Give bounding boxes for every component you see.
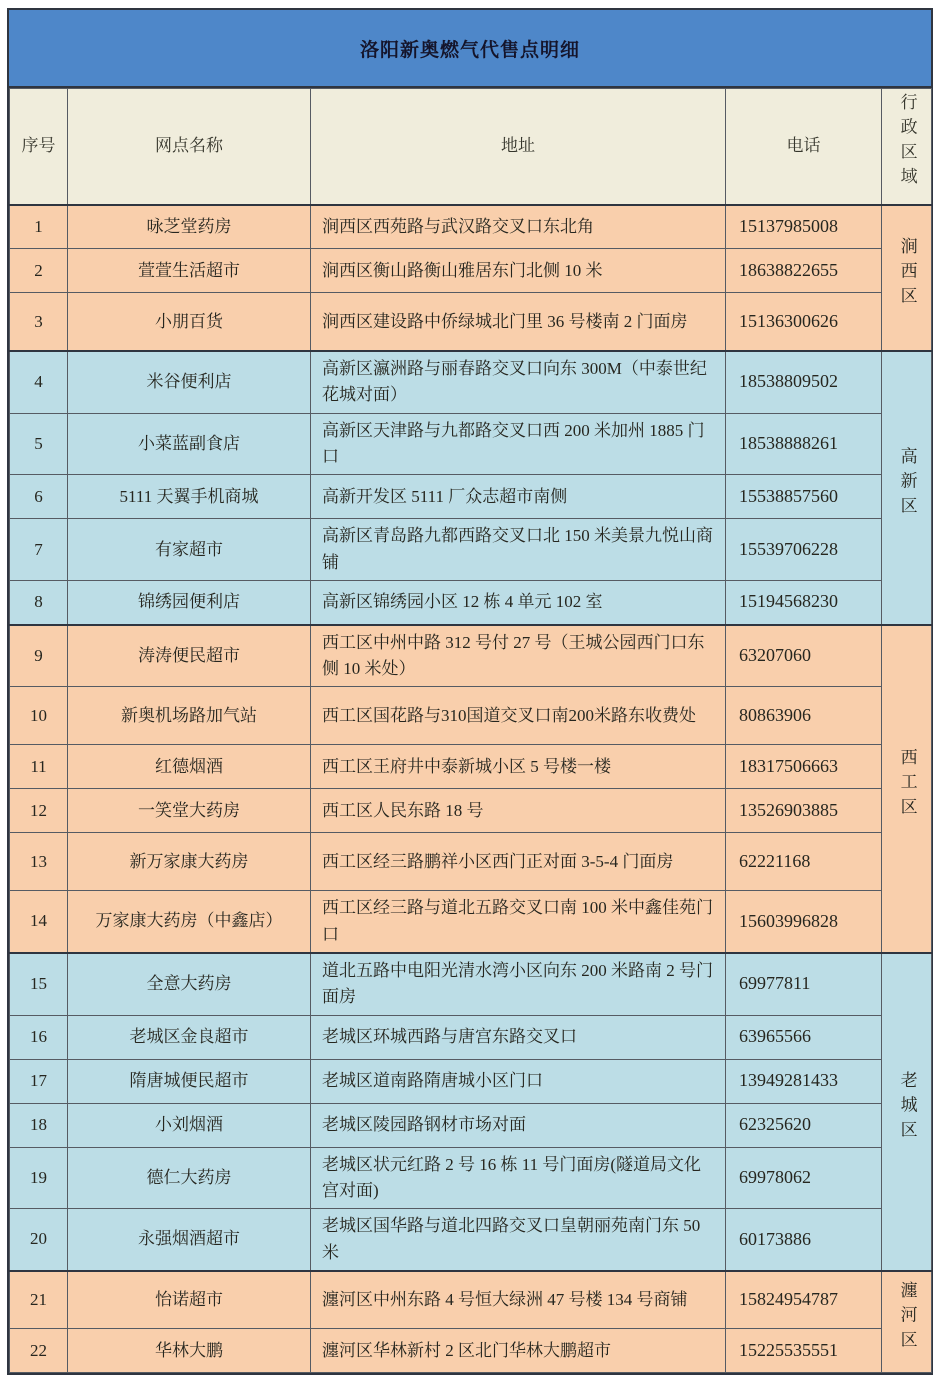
- table-row: [10, 953, 932, 1015]
- shop-name-cell: 全意大药房: [68, 953, 311, 1015]
- table-row: [10, 745, 932, 789]
- sales-points-table: [7, 8, 933, 1375]
- region-label: 老城区: [897, 1070, 917, 1145]
- row-index-cell: 18: [10, 1103, 68, 1147]
- region-cell: [882, 205, 932, 351]
- phone-cell: 15225535551: [726, 1329, 882, 1373]
- row-index-cell: 21: [10, 1271, 68, 1329]
- shop-name-cell: 5111 天翼手机商城: [68, 475, 311, 519]
- address-cell: 老城区陵园路钢材市场对面: [311, 1103, 726, 1147]
- phone-cell: 62325620: [726, 1103, 882, 1147]
- address-cell: 西工区经三路鹏祥小区西门正对面 3-5-4 门面房: [311, 833, 726, 891]
- row-index-cell: 7: [10, 519, 68, 581]
- address-cell: 西工区王府井中泰新城小区 5 号楼一楼: [311, 745, 726, 789]
- address-cell: 西工区经三路与道北五路交叉口南 100 米中鑫佳苑门口: [311, 891, 726, 953]
- phone-cell: 18317506663: [726, 745, 882, 789]
- region-label: 涧西区: [897, 236, 917, 311]
- col-header-region: [882, 89, 932, 205]
- region-label: 西工区: [897, 747, 917, 822]
- col-header-index: 序号: [10, 89, 68, 205]
- phone-cell: 15603996828: [726, 891, 882, 953]
- address-cell: 高新区天津路与九都路交叉口西 200 米加州 1885 门口: [311, 413, 726, 475]
- table-row: [10, 1015, 932, 1059]
- col-header-address: 地址: [311, 89, 726, 205]
- phone-cell: 15137985008: [726, 205, 882, 249]
- address-cell: 涧西区西苑路与武汉路交叉口东北角: [311, 205, 726, 249]
- address-cell: 涧西区建设路中侨绿城北门里 36 号楼南 2 门面房: [311, 293, 726, 351]
- row-index-cell: 5: [10, 413, 68, 475]
- table-row: [10, 1059, 932, 1103]
- row-index-cell: 1: [10, 205, 68, 249]
- col-header-name: 网点名称: [68, 89, 311, 205]
- shop-name-cell: 小刘烟酒: [68, 1103, 311, 1147]
- region-label: 瀍河区: [897, 1281, 917, 1355]
- address-cell: 老城区环城西路与唐宫东路交叉口: [311, 1015, 726, 1059]
- phone-cell: 60173886: [726, 1209, 882, 1271]
- phone-cell: 63207060: [726, 625, 882, 687]
- phone-cell: 80863906: [726, 687, 882, 745]
- row-index-cell: 6: [10, 475, 68, 519]
- row-index-cell: 4: [10, 351, 68, 413]
- region-cell: [882, 625, 932, 953]
- row-index-cell: 8: [10, 581, 68, 625]
- col-header-phone: 电话: [726, 89, 882, 205]
- phone-cell: 69977811: [726, 953, 882, 1015]
- shop-name-cell: 咏芝堂药房: [68, 205, 311, 249]
- table-row: [10, 475, 932, 519]
- shop-name-cell: 一笑堂大药房: [68, 789, 311, 833]
- address-cell: 高新区青岛路九都西路交叉口北 150 米美景九悦山商铺: [311, 519, 726, 581]
- address-cell: 西工区中州中路 312 号付 27 号（王城公园西门口东侧 10 米处）: [311, 625, 726, 687]
- address-cell: 涧西区衡山路衡山雅居东门北侧 10 米: [311, 249, 726, 293]
- address-cell: 道北五路中电阳光清水湾小区向东 200 米路南 2 号门面房: [311, 953, 726, 1015]
- shop-name-cell: 万家康大药房（中鑫店）: [68, 891, 311, 953]
- sales-points-grid: [9, 88, 932, 1373]
- table-row: [10, 789, 932, 833]
- shop-name-cell: 新奥机场路加气站: [68, 687, 311, 745]
- shop-name-cell: 萱萱生活超市: [68, 249, 311, 293]
- phone-cell: 13949281433: [726, 1059, 882, 1103]
- table-row: [10, 351, 932, 413]
- shop-name-cell: 涛涛便民超市: [68, 625, 311, 687]
- page: [7, 8, 933, 1375]
- phone-cell: 15539706228: [726, 519, 882, 581]
- phone-cell: 62221168: [726, 833, 882, 891]
- row-index-cell: 10: [10, 687, 68, 745]
- shop-name-cell: 红德烟酒: [68, 745, 311, 789]
- shop-name-cell: 老城区金良超市: [68, 1015, 311, 1059]
- row-index-cell: 3: [10, 293, 68, 351]
- address-cell: 瀍河区华林新村 2 区北门华林大鹏超市: [311, 1329, 726, 1373]
- region-label: 高新区: [897, 446, 917, 521]
- table-row: [10, 413, 932, 475]
- shop-name-cell: 怡诺超市: [68, 1271, 311, 1329]
- shop-name-cell: 小菜蓝副食店: [68, 413, 311, 475]
- phone-cell: 13526903885: [726, 789, 882, 833]
- region-cell: [882, 1271, 932, 1373]
- row-index-cell: 9: [10, 625, 68, 687]
- table-row: [10, 581, 932, 625]
- row-index-cell: 15: [10, 953, 68, 1015]
- row-index-cell: 14: [10, 891, 68, 953]
- header-row: [10, 89, 932, 205]
- address-cell: 高新区锦绣园小区 12 栋 4 单元 102 室: [311, 581, 726, 625]
- shop-name-cell: 锦绣园便利店: [68, 581, 311, 625]
- table-row: [10, 1209, 932, 1271]
- address-cell: 瀍河区中州东路 4 号恒大绿洲 47 号楼 134 号商铺: [311, 1271, 726, 1329]
- address-cell: 高新开发区 5111 厂众志超市南侧: [311, 475, 726, 519]
- shop-name-cell: 有家超市: [68, 519, 311, 581]
- phone-cell: 18638822655: [726, 249, 882, 293]
- phone-cell: 15136300626: [726, 293, 882, 351]
- address-cell: 老城区状元红路 2 号 16 栋 11 号门面房(隧道局文化宫对面): [311, 1147, 726, 1209]
- shop-name-cell: 米谷便利店: [68, 351, 311, 413]
- table-row: [10, 687, 932, 745]
- table-row: [10, 833, 932, 891]
- address-cell: 西工区国花路与310国道交叉口南200米路东收费处: [311, 687, 726, 745]
- table-row: [10, 293, 932, 351]
- address-cell: 高新区瀛洲路与丽春路交叉口向东 300M（中泰世纪花城对面）: [311, 351, 726, 413]
- table-row: [10, 205, 932, 249]
- phone-cell: 69978062: [726, 1147, 882, 1209]
- table-header: [10, 89, 932, 205]
- shop-name-cell: 小朋百货: [68, 293, 311, 351]
- row-index-cell: 13: [10, 833, 68, 891]
- table-row: [10, 1271, 932, 1329]
- row-index-cell: 22: [10, 1329, 68, 1373]
- phone-cell: 63965566: [726, 1015, 882, 1059]
- phone-cell: 15194568230: [726, 581, 882, 625]
- shop-name-cell: 德仁大药房: [68, 1147, 311, 1209]
- row-index-cell: 12: [10, 789, 68, 833]
- row-index-cell: 11: [10, 745, 68, 789]
- phone-cell: 18538888261: [726, 413, 882, 475]
- address-cell: 老城区国华路与道北四路交叉口皇朝丽苑南门东 50 米: [311, 1209, 726, 1271]
- phone-cell: 15824954787: [726, 1271, 882, 1329]
- region-cell: [882, 351, 932, 625]
- table-title: 洛阳新奥燃气代售点明细: [359, 39, 580, 61]
- shop-name-cell: 新万家康大药房: [68, 833, 311, 891]
- row-index-cell: 19: [10, 1147, 68, 1209]
- shop-name-cell: 隋唐城便民超市: [68, 1059, 311, 1103]
- phone-cell: 15538857560: [726, 475, 882, 519]
- phone-cell: 18538809502: [726, 351, 882, 413]
- table-row: [10, 519, 932, 581]
- table-body: [10, 205, 932, 1373]
- table-row: [10, 1103, 932, 1147]
- table-row: [10, 891, 932, 953]
- row-index-cell: 16: [10, 1015, 68, 1059]
- address-cell: 西工区人民东路 18 号: [311, 789, 726, 833]
- table-row: [10, 1147, 932, 1209]
- table-row: [10, 625, 932, 687]
- row-index-cell: 20: [10, 1209, 68, 1271]
- shop-name-cell: 永强烟酒超市: [68, 1209, 311, 1271]
- title-bar: [9, 10, 931, 88]
- row-index-cell: 2: [10, 249, 68, 293]
- table-row: [10, 1329, 932, 1373]
- col-header-region-label: 行政区域: [897, 93, 917, 192]
- region-cell: [882, 953, 932, 1271]
- table-row: [10, 249, 932, 293]
- row-index-cell: 17: [10, 1059, 68, 1103]
- address-cell: 老城区道南路隋唐城小区门口: [311, 1059, 726, 1103]
- shop-name-cell: 华林大鹏: [68, 1329, 311, 1373]
